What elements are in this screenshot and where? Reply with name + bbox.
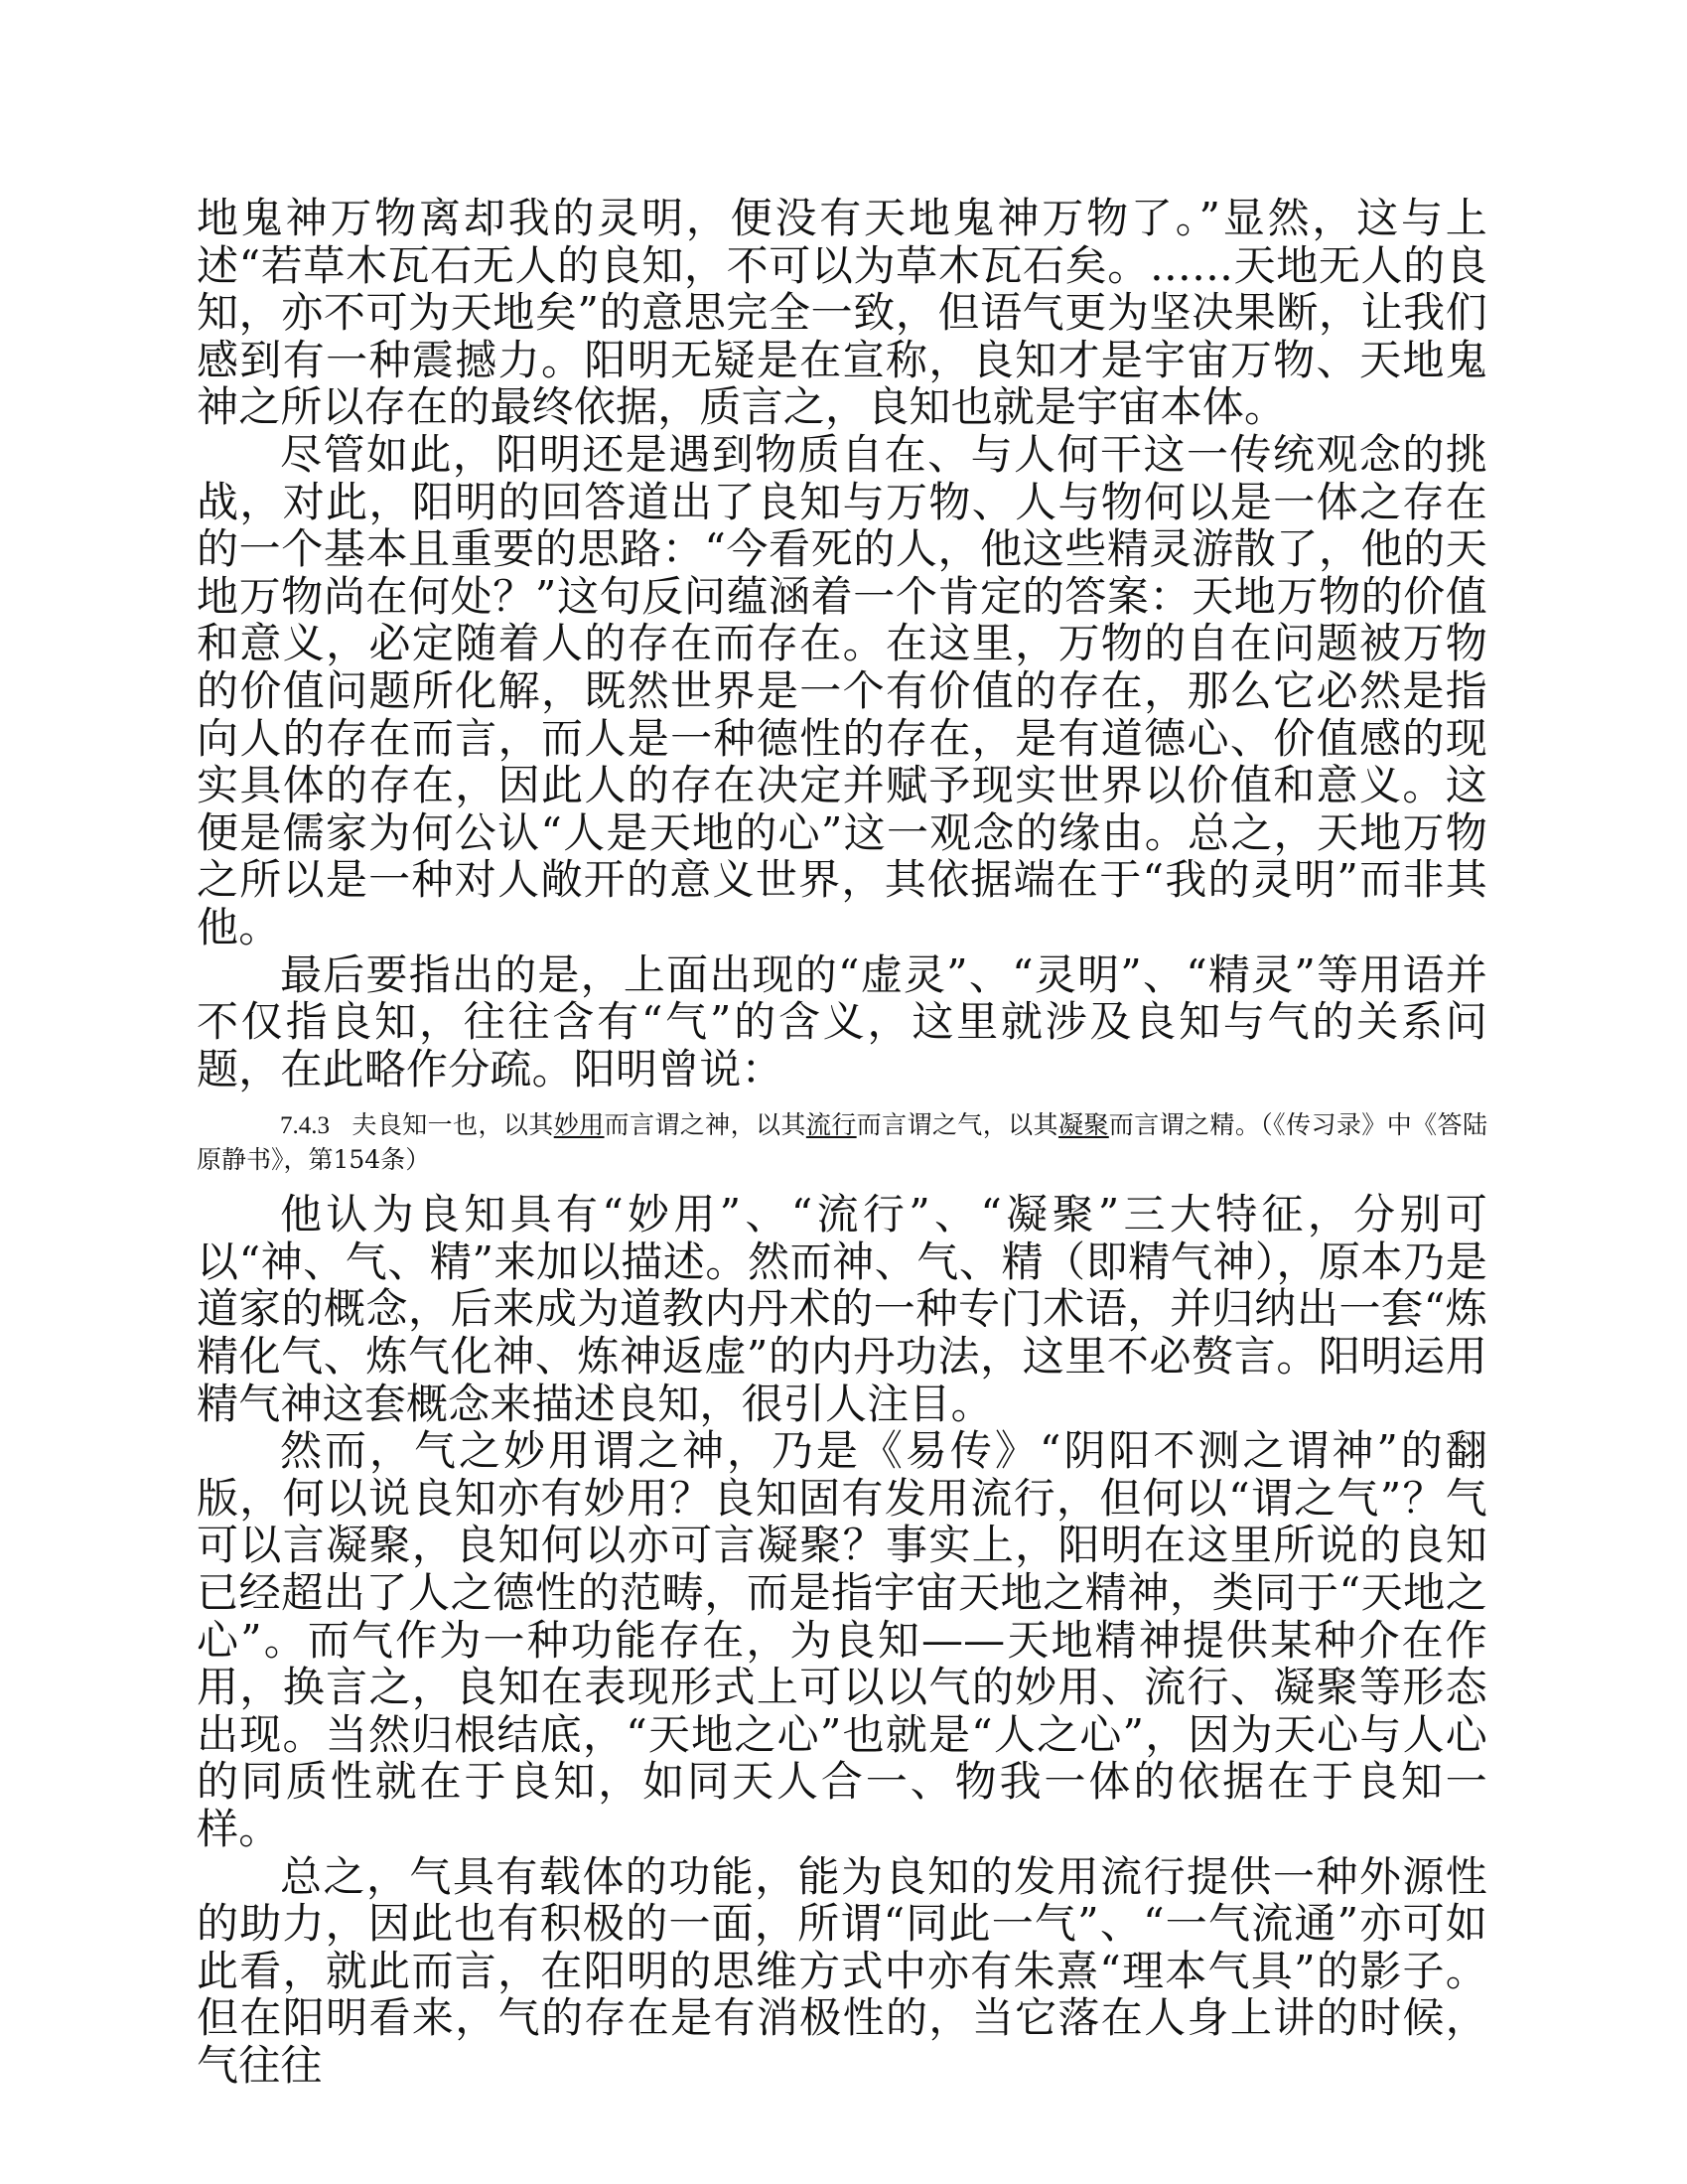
- quote-text: 而言谓之精。（《传习录》中《答陆原静书》，第154条）: [197, 1110, 1487, 1175]
- quote-term: 流行: [805, 1110, 857, 1140]
- body-paragraph-continued: 地鬼神万物离却我的灵明，便没有天地鬼神万物了。”显然，这与上述“若草木瓦石无人的良知，不可以为草木瓦石矣。……天地无人的良知，亦不可为天地矣”的意思完全一致，但语气更为坚决果断，让我们感到有一种震撼力。阳明无疑是在宣称，良知才是宇宙万物、天地鬼神之所以存在的最终依据，质言之，良知也就是宇宙本体。: [197, 194, 1487, 432]
- quote-term: 凝聚: [1057, 1110, 1109, 1140]
- quote-text: 而言谓之神，以其: [604, 1110, 806, 1140]
- quote-number: 7.4.3: [280, 1112, 330, 1140]
- quote-text: 而言谓之气，以其: [856, 1110, 1058, 1140]
- body-paragraph: 然而，气之妙用谓之神，乃是《易传》“阴阳不测之谓神”的翻版，何以说良知亦有妙用？良知固有发用流行，但何以“谓之气”？气可以言凝聚，良知何以亦可言凝聚？事实上，阳明在这里所说的良知已经超出了人之德性的范畴，而是指宇宙天地之精神，类同于“天地之心”。而气作为一种功能存在，为良知——天地精神提供某种介在作用，换言之，良知在表现形式上可以以气的妙用、流行、凝聚等形态出现。当然归根结底，“天地之心”也就是“人之心”，因为天心与人心的同质性就在于良知，如同天人合一、物我一体的依据在于良知一样。: [197, 1426, 1487, 1853]
- quote-text: 夫良知一也，以其: [351, 1110, 554, 1140]
- block-quote: [197, 1108, 1487, 1177]
- document-page: [197, 195, 1487, 2090]
- body-paragraph: 他认为良知具有“妙用”、“流行”、“凝聚”三大特征，分别可以“神、气、精”来加以描述。然而神、气、精（即精气神），原本乃是道家的概念，后来成为道教内丹术的一种专门术语，并归纳出一套“炼精化气、炼气化神、炼神返虚”的内丹功法，这里不必赘言。阳明运用精气神这套概念来描述良知，很引人注目。: [197, 1190, 1487, 1428]
- body-paragraph: 总之，气具有载体的功能，能为良知的发用流行提供一种外源性的助力，因此也有积极的一面，所谓“同此一气”、“一气流通”亦可如此看，就此而言，在阳明的思维方式中亦有朱熹“理本气具”的影子。但在阳明看来，气的存在是有消极性的，当它落在人身上讲的时候，气往往: [197, 1851, 1487, 2090]
- body-paragraph: 尽管如此，阳明还是遇到物质自在、与人何干这一传统观念的挑战，对此，阳明的回答道出了良知与万物、人与物何以是一体之存在的一个基本且重要的思路：“今看死的人，他这些精灵游散了，他的天地万物尚在何处？”这句反问蕴涵着一个肯定的答案：天地万物的价值和意义，必定随着人的存在而存在。在这里，万物的自在问题被万物的价值问题所化解，既然世界是一个有价值的存在，那么它必然是指向人的存在而言，而人是一种德性的存在，是有道德心、价值感的现实具体的存在，因此人的存在决定并赋予现实世界以价值和意义。这便是儒家为何公认“人是天地的心”这一观念的缘由。总之，天地万物之所以是一种对人敞开的意义世界，其依据端在于“我的灵明”而非其他。: [197, 429, 1487, 951]
- quote-term: 妙用: [553, 1110, 605, 1140]
- body-paragraph: 最后要指出的是，上面出现的“虚灵”、“灵明”、“精灵”等用语并不仅指良知，往往含有“气”的含义，这里就涉及良知与气的关系问题，在此略作分疏。阳明曾说：: [197, 949, 1487, 1093]
